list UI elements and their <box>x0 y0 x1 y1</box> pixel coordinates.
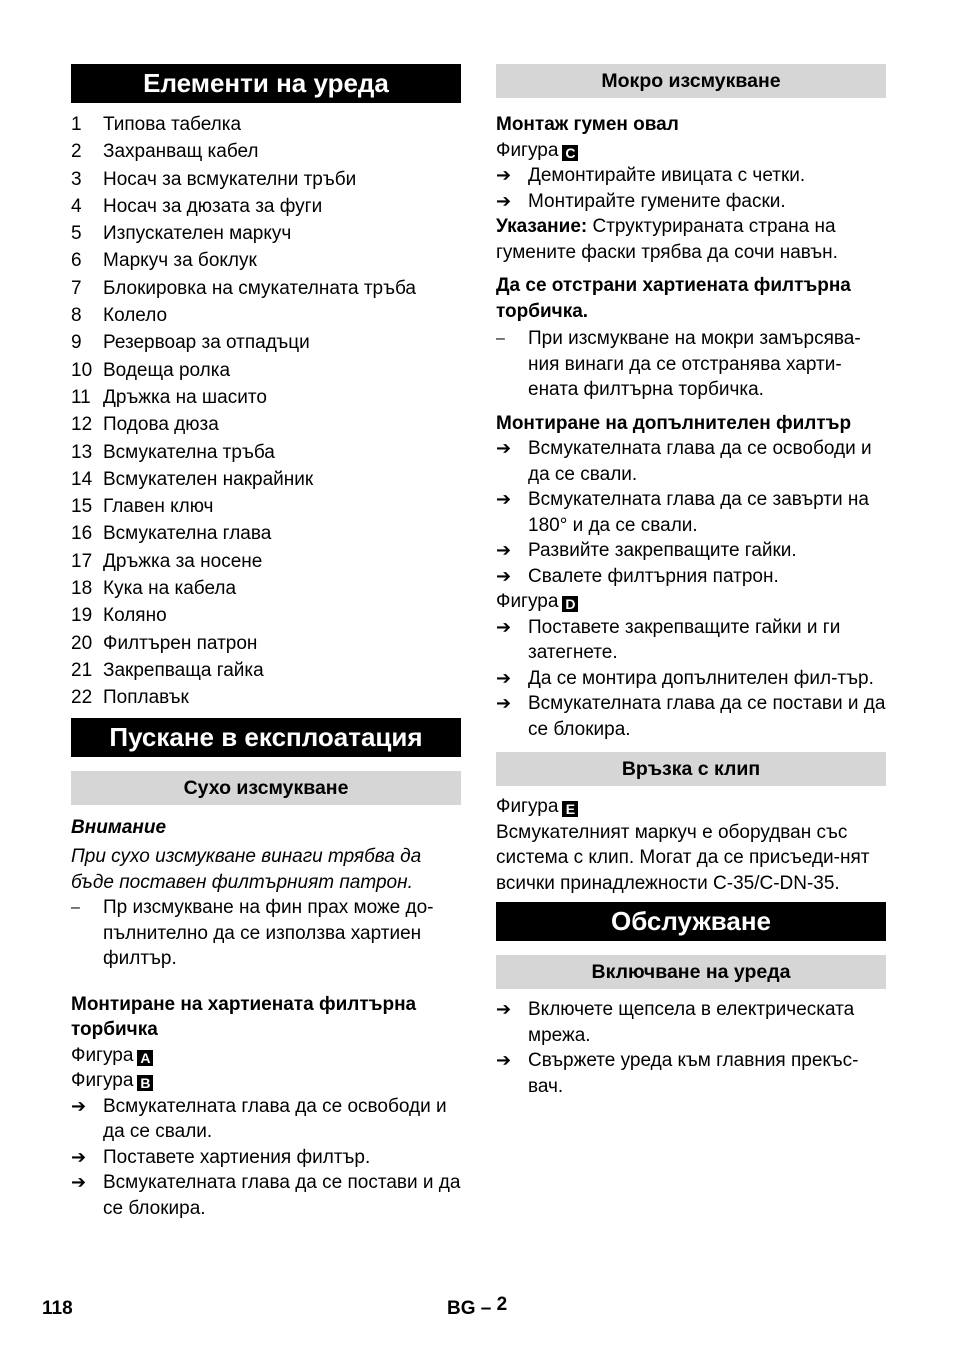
arrow-icon: ➔ <box>71 1095 87 1116</box>
list-item <box>71 657 461 684</box>
arrow-icon: ➔ <box>496 999 512 1019</box>
list-item <box>71 493 461 520</box>
lang-code: BG <box>447 1298 476 1319</box>
list-item <box>71 166 461 193</box>
startup-heading: Пускане в експлоатация <box>71 718 461 757</box>
item-label: Носач за дюзата за фуги <box>103 195 323 217</box>
figure-d-badge: D <box>562 596 578 612</box>
arrow-icon: ➔ <box>496 667 512 688</box>
list-item <box>71 575 461 602</box>
item-label: Филтърен патрон <box>103 632 258 654</box>
switch-on-heading: Включване на уреда <box>496 955 886 989</box>
item-number: 7 <box>71 277 82 299</box>
step-item <box>496 1048 886 1099</box>
figure-d-ref <box>496 589 886 615</box>
item-label: Дръжка на шасито <box>103 386 267 408</box>
paper-filter-steps <box>71 1094 461 1222</box>
list-item <box>71 520 461 547</box>
item-number: 16 <box>71 523 93 545</box>
arrow-icon: ➔ <box>496 540 512 560</box>
list-item <box>71 138 461 165</box>
item-number: 21 <box>71 659 93 681</box>
step-text: Поставете хартиения филтър. <box>103 1146 371 1168</box>
item-label: Колело <box>103 305 168 327</box>
step-item <box>71 1094 461 1145</box>
arrow-icon: ➔ <box>496 438 512 458</box>
list-item <box>71 193 461 220</box>
step-text: Развийте закрепващите гайки. <box>528 540 797 561</box>
step-item <box>496 189 886 215</box>
arrow-icon: ➔ <box>496 616 512 637</box>
arrow-icon: ➔ <box>496 190 512 211</box>
figure-word: Фигура <box>496 796 559 817</box>
step-text: Всмукателната глава да се освободи и да се свали. <box>528 438 872 485</box>
step-item <box>496 163 886 189</box>
step-text: Да се монтира допълнителен фил-тър. <box>528 667 874 689</box>
extra-filter-steps <box>496 436 886 589</box>
item-number: 5 <box>71 223 82 245</box>
item-label: Кука на кабела <box>103 578 237 600</box>
wet-vacuum-heading: Мокро изсмукване <box>496 64 886 98</box>
item-number: 20 <box>71 632 93 654</box>
note-text: Структурираната страна на гумените фаски трябва да сочи навън. <box>496 216 838 263</box>
warning-text: При сухо изсмукване винаги трябва да бъде поставен филтърният патрон. <box>71 846 422 893</box>
remove-bag-heading: Да се отстрани хартиената филтърна торбичка. <box>496 275 851 322</box>
item-number: 22 <box>71 687 93 709</box>
warning-label: Внимание <box>71 816 167 838</box>
item-number: 11 <box>71 386 91 408</box>
dash-bullet: – <box>71 899 80 917</box>
list-item <box>71 466 461 493</box>
item-number: 13 <box>71 441 93 463</box>
switch-on-steps <box>496 997 886 1099</box>
step-text: Свалете филтърния патрон. <box>528 565 779 587</box>
item-number: 15 <box>71 496 93 518</box>
rubber-lip-steps <box>496 163 886 214</box>
item-label: Всмукателна глава <box>103 523 272 545</box>
item-number: 4 <box>71 195 82 217</box>
item-number: 1 <box>71 114 82 135</box>
list-item <box>71 357 461 384</box>
lang-dash: – <box>480 1298 492 1319</box>
clip-heading: Връзка с клип <box>496 752 886 786</box>
item-label: Коляно <box>103 605 167 627</box>
step-item <box>496 997 886 1048</box>
list-item <box>71 220 461 247</box>
dry-note <box>71 895 461 972</box>
list-item <box>71 548 461 575</box>
item-label: Всмукателен накрайник <box>103 468 314 490</box>
step-item <box>496 666 886 692</box>
service-heading: Обслужване <box>496 902 886 941</box>
arrow-icon: ➔ <box>496 489 512 509</box>
item-number: 3 <box>71 168 82 190</box>
item-label: Всмукателна тръба <box>103 441 275 463</box>
list-item <box>71 439 461 466</box>
item-label: Резервоар за отпадъци <box>103 332 310 354</box>
step-item <box>496 538 886 564</box>
item-label: Блокировка на смукателната тръба <box>103 277 416 299</box>
dry-vacuum-heading: Сухо изсмукване <box>71 771 461 805</box>
list-item <box>71 602 461 629</box>
item-number: 10 <box>71 359 93 381</box>
dash-bullet: – <box>496 330 505 347</box>
remove-bag-note <box>496 326 886 403</box>
note <box>496 214 886 265</box>
arrow-icon: ➔ <box>496 1050 512 1070</box>
item-number: 18 <box>71 578 93 600</box>
rubber-lip-heading: Монтаж гумен овал <box>496 114 679 135</box>
step-item <box>496 564 886 590</box>
figure-c-badge: C <box>562 145 578 161</box>
item-label: Подова дюза <box>103 414 219 436</box>
step-text: Свържете уреда към главния прекъс-вач. <box>528 1050 859 1097</box>
figure-a-badge: A <box>137 1050 153 1066</box>
step-item <box>496 691 886 742</box>
item-label: Типова табелка <box>103 114 242 135</box>
item-number: 2 <box>71 141 82 163</box>
list-item <box>71 247 461 274</box>
clip-text: Всмукателният маркуч е оборудван със система с клип. Могат да се присъеди-нят всички принадлежности C-35/C-DN-35. <box>496 821 870 894</box>
figure-word: Фигура <box>496 591 559 612</box>
footer-lang <box>447 1296 507 1322</box>
note-label: Указание: <box>496 216 588 237</box>
extra-filter-heading: Монтиране на допълнителен филтър <box>496 412 852 434</box>
arrow-icon: ➔ <box>496 693 512 713</box>
item-label: Дръжка за носене <box>103 550 263 572</box>
arrow-icon: ➔ <box>71 1146 87 1167</box>
step-text: Всмукателната глава да се постави и да се блокира. <box>103 1172 461 1219</box>
list-item <box>71 411 461 438</box>
step-text: Всмукателната глава да се завърти на 180° и да се свали. <box>528 489 869 536</box>
figure-b-badge: B <box>137 1075 153 1091</box>
item-label: Закрепваща гайка <box>103 659 264 681</box>
arrow-icon: ➔ <box>496 165 512 185</box>
step-item <box>71 1170 461 1221</box>
figure-e-ref <box>496 794 886 820</box>
figure-c-ref <box>496 138 886 164</box>
step-item <box>71 1145 461 1171</box>
sub-page: 2 <box>496 1294 508 1315</box>
step-text: Монтирайте гумените фаски. <box>528 190 786 212</box>
step-item <box>496 615 886 666</box>
remove-bag-note-text: При изсмукване на мокри замърсява-ния винаги да се отстранява харти-ената филтърна торбичка. <box>528 328 861 400</box>
item-number: 19 <box>71 605 93 627</box>
item-number: 8 <box>71 305 82 327</box>
list-item <box>71 111 461 138</box>
arrow-icon: ➔ <box>496 565 512 586</box>
list-item <box>71 302 461 329</box>
item-number: 6 <box>71 250 82 272</box>
list-item <box>71 329 461 356</box>
extra-filter-steps-2 <box>496 615 886 743</box>
item-number: 9 <box>71 332 82 354</box>
item-label: Главен ключ <box>103 496 214 518</box>
item-label: Изпускателен маркуч <box>103 223 292 245</box>
paper-filter-heading: Монтиране на хартиената филтърна торбичка <box>71 993 417 1041</box>
step-text: Всмукателната глава да се освободи и да се свали. <box>103 1095 447 1143</box>
item-number: 14 <box>71 468 93 490</box>
step-text: Включете щепсела в електрическата мрежа. <box>528 999 855 1046</box>
page-number: 118 <box>42 1298 73 1319</box>
step-item <box>496 436 886 487</box>
elements-heading: Елементи на уреда <box>71 64 461 103</box>
item-label: Маркуч за боклук <box>103 250 257 272</box>
left-column <box>71 64 461 1221</box>
step-text: Демонтирайте ивицата с четки. <box>528 165 806 186</box>
step-text: Поставете закрепващите гайки и ги затегнете. <box>528 616 841 663</box>
item-number: 12 <box>71 414 93 436</box>
step-item <box>496 487 886 538</box>
list-item <box>71 384 461 411</box>
item-number: 17 <box>71 550 93 572</box>
item-label: Поплавък <box>103 687 189 709</box>
right-column <box>496 64 886 1099</box>
item-label: Захранващ кабел <box>103 141 259 163</box>
figure-a-ref <box>71 1043 461 1069</box>
figure-word: Фигура <box>496 139 559 161</box>
elements-list <box>71 111 461 712</box>
step-text: Всмукателната глава да се постави и да се блокира. <box>528 693 886 740</box>
item-label: Водеща ролка <box>103 359 231 381</box>
list-item <box>71 684 461 711</box>
arrow-icon: ➔ <box>71 1172 87 1193</box>
list-item <box>71 630 461 657</box>
figure-word: Фигура <box>71 1070 134 1092</box>
figure-word: Фигура <box>71 1044 134 1066</box>
figure-e-badge: E <box>562 801 578 817</box>
list-item <box>71 275 461 302</box>
dry-note-text: Пр изсмукване на фин прах може до-пълнително да се използва хартиен филтър. <box>103 897 434 970</box>
item-label: Носач за всмукателни тръби <box>103 168 357 190</box>
figure-b-ref <box>71 1068 461 1094</box>
